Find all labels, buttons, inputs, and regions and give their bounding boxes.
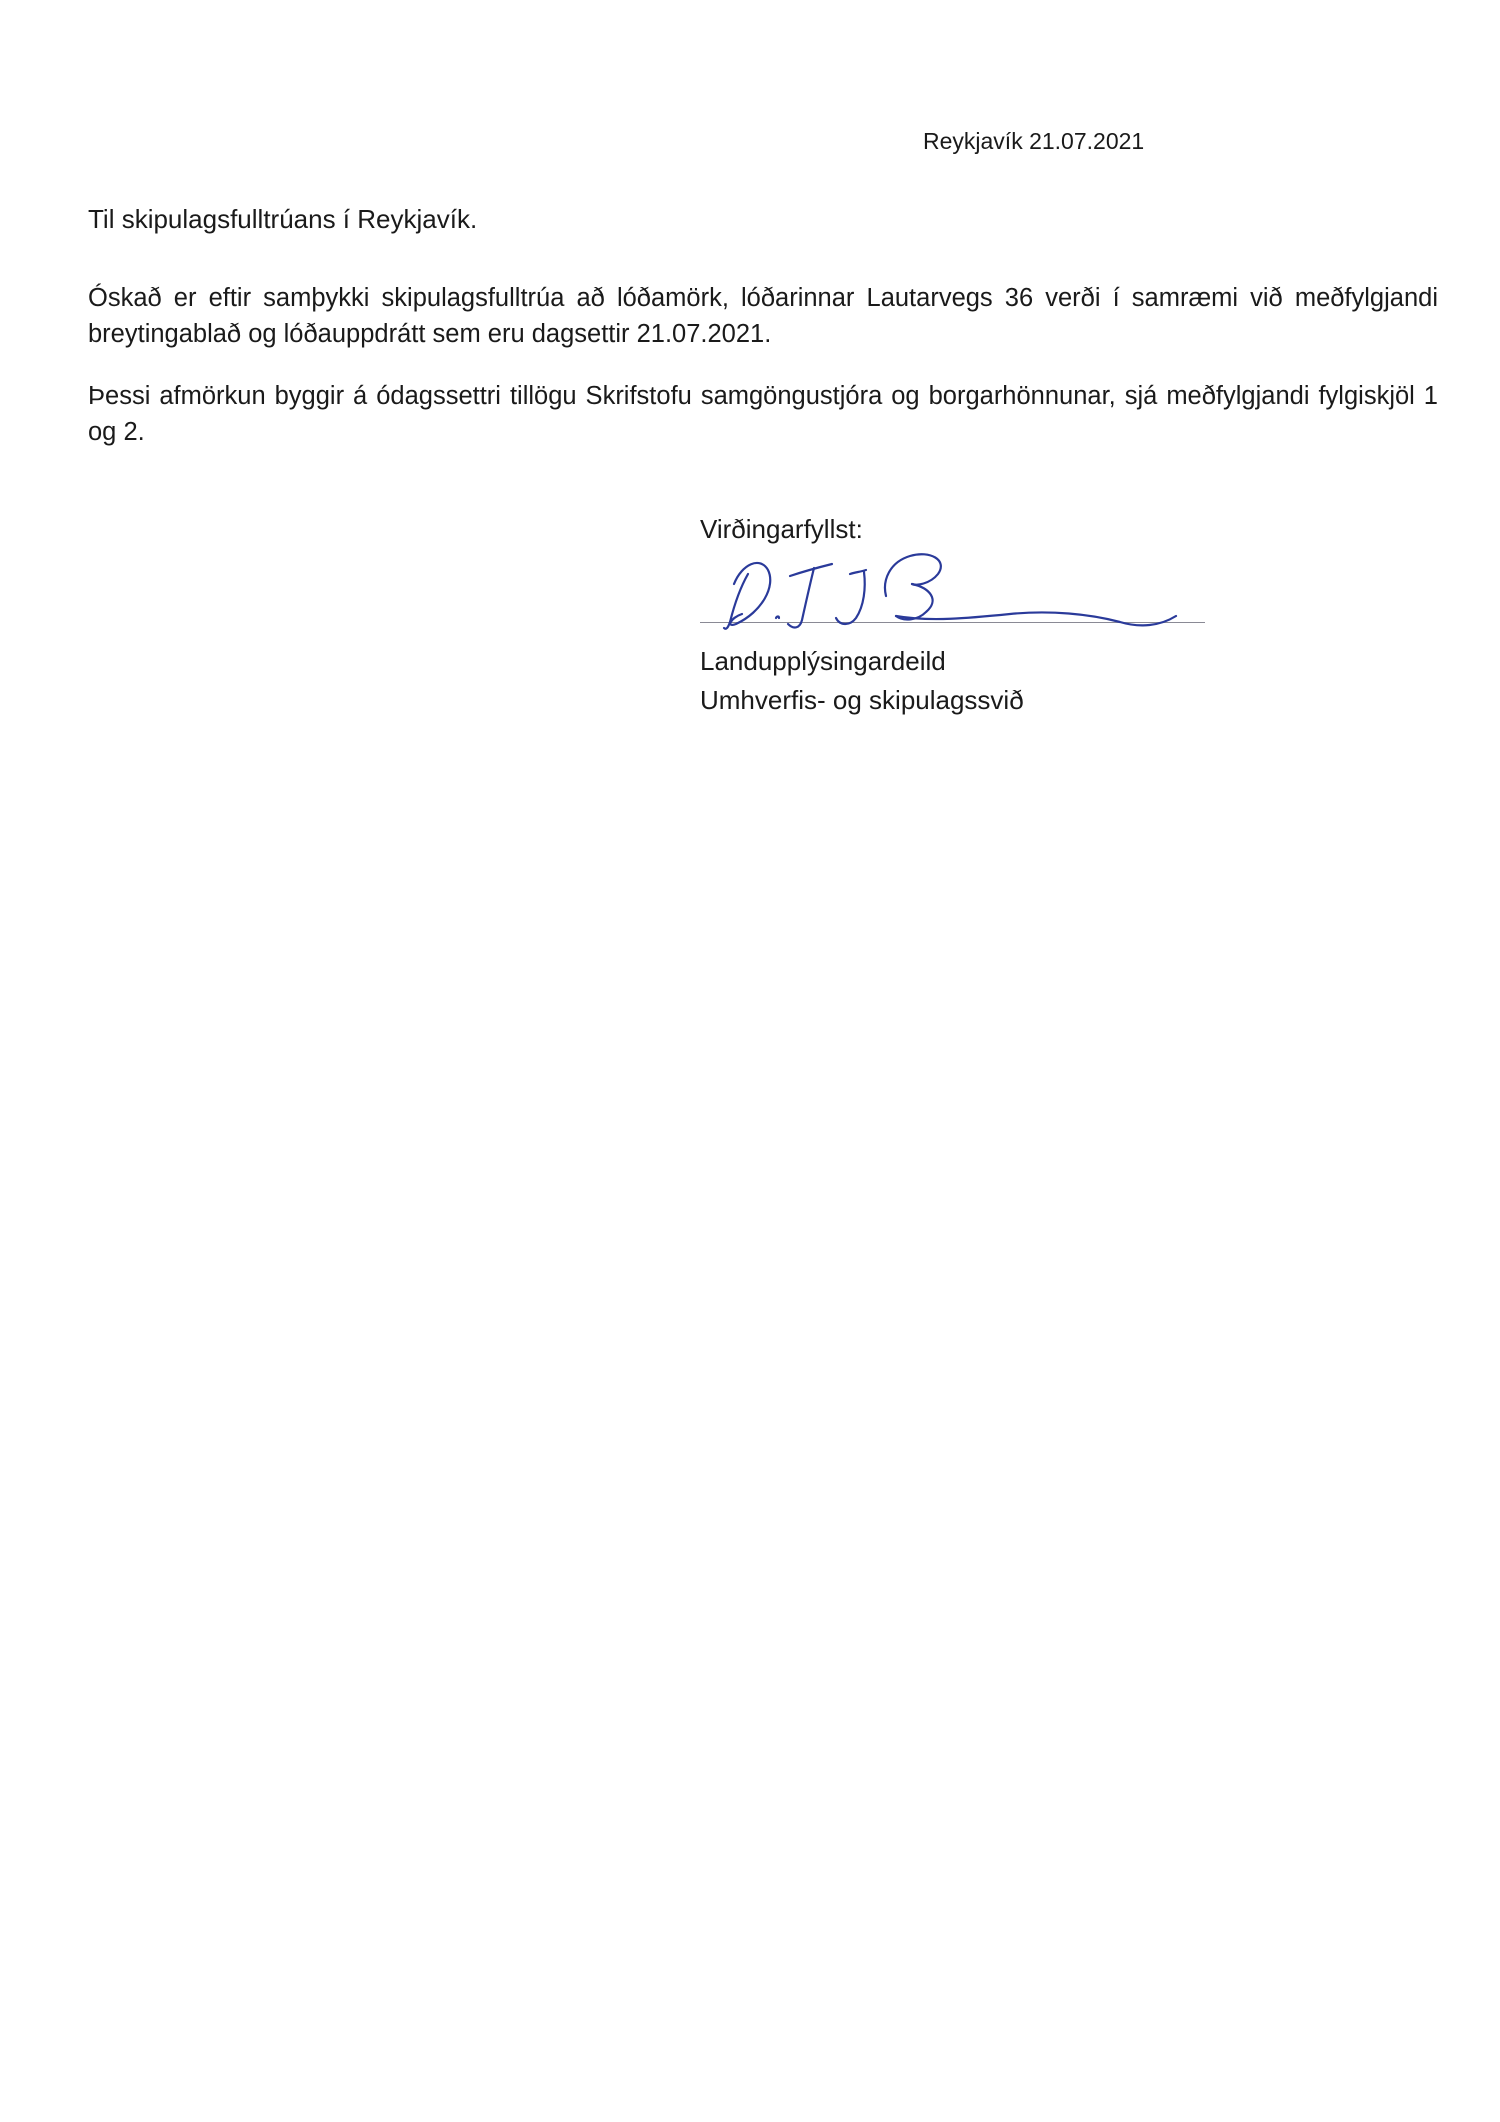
body-paragraph-1: Óskað er eftir samþykki skipulagsfulltrúa að lóðamörk, lóðarinnar Lautarvegs 36 verði í samræmi við meðfylgjandi breytingablað og lóðauppdrátt sem eru dagsettir 21.07.2021. <box>88 284 1438 348</box>
division-name: Umhverfis- og skipulagssvið <box>700 685 1024 715</box>
recipient-line: Til skipulagsfulltrúans í Reykjavík. <box>88 204 478 234</box>
handwritten-signature <box>690 518 1210 648</box>
body-paragraph-2: Þessi afmörkun byggir á ódagssettri tillögu Skrifstofu samgöngustjóra og borgarhönnunar, sjá meðfylgjandi fylgiskjöl 1 og 2. <box>88 382 1438 446</box>
date-line: Reykjavík 21.07.2021 <box>923 128 1145 154</box>
closing-salutation: Virðingarfyllst: <box>700 514 863 544</box>
department-name: Landupplýsingardeild <box>700 646 946 676</box>
